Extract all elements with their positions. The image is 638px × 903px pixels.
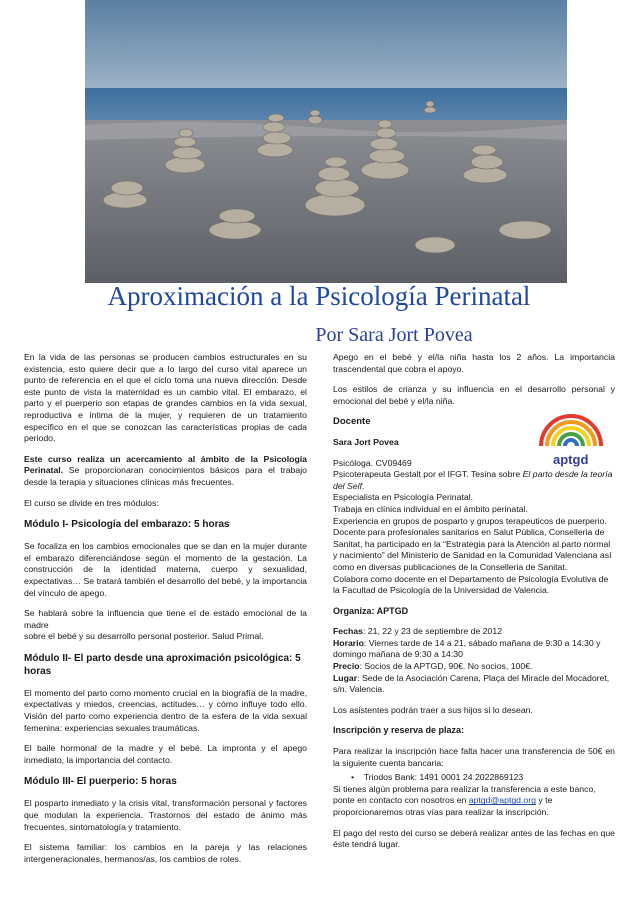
- precio-line: [333, 661, 615, 673]
- logo-text: aptgd: [553, 452, 589, 468]
- lugar-label: Lugar: [333, 672, 358, 683]
- bio-line-2b: El parto desde la teoría del Self: [333, 469, 613, 491]
- page-subtitle: Por Sara Jort Povea: [315, 324, 473, 346]
- module-2-text-2: El baile hormonal de la madre y el bebé. La impronta y el apego inmediato, la importancia del contacto.: [24, 743, 307, 765]
- precio-label: Precio: [333, 661, 360, 672]
- precio-value: : Socios de la APTGD, 90€. No socios, 100€.: [359, 661, 533, 672]
- horario-line: [333, 638, 615, 661]
- kids-note: Los asistentes podrán traer a sus hijos si lo desean.: [333, 704, 533, 715]
- bank-account: [333, 772, 615, 784]
- aptgd-logo: [511, 406, 615, 470]
- organizer: Organiza: APTGD: [333, 605, 409, 616]
- contact-text-a: Si tienes algún problema para realizar la transferencia a este banco, ponte en contacto con nosotros en: [333, 783, 596, 806]
- bio-line-3: Especialista en Psicología Perinatal.: [333, 492, 474, 503]
- bank-account-text: Triodos Bank: 1491 0001 24 2022869123: [363, 772, 524, 783]
- fechas-line: [333, 626, 615, 638]
- bio-line-5: Experiencia en grupos de posparto y grupos terapeuticos de puerperio.: [333, 515, 607, 526]
- intro-paragraph: En la vida de las personas se producen cambios estructurales en su existencia, esto quiere decir que a lo largo del curso vital aparece un punto de referencia en el que el ciclo toma una nueva dirección. Desde este punto de vista la maternidad es un cambio vital. El embarazo, el parto y el puerperio son etapas de grandes cambios en la vida sexual, reproductiva e íntima de la mujer, y requieren de un tratamiento específico en el que se conozcan las características propias de cada periodo.: [24, 352, 307, 444]
- contact-email-link[interactable]: aptgd@aptgd.org: [468, 795, 536, 806]
- module-1-text-2a: Se hablará sobre la influencia que tiene el de estado emocional de la madre: [24, 608, 307, 630]
- module-3-text: El posparto inmediato y la crisis vital, transformación personal y factores que modulan la experiencia. Trastornos del estado de ánimo más frecuentes, sintomatología y tratamiento.: [24, 798, 307, 832]
- right-column: [333, 352, 615, 860]
- contact-paragraph: [333, 784, 615, 819]
- bio-line-1: Psicóloga. CV09469: [333, 457, 412, 468]
- bio-line-2c: .: [361, 480, 365, 491]
- bio-line-2: [333, 469, 615, 492]
- course-focus-rest: Se proporcionaran conocimientos básicos para el trabajo desde la terapia y situaciones clínicas más frecuentes.: [24, 465, 307, 487]
- module-1-text-2: [24, 608, 307, 643]
- contact-text-b: y te proporcionaremos otras vías para realizar la inscripción.: [333, 795, 553, 817]
- horario-label: Horario: [333, 637, 364, 648]
- lugar-line: [333, 673, 615, 696]
- header-photo: [85, 0, 567, 283]
- bullet-icon: •: [351, 772, 364, 783]
- inscription-heading: Inscripción y reserva de plaza:: [333, 725, 465, 736]
- apego-paragraph: Apego en el bebé y el/la niña hasta los 2 años. La importancia trascendental que cobra el apoyo.: [333, 352, 615, 374]
- event-details: [333, 626, 615, 696]
- bio-line-4: Trabaja en clínica individual en el ámbito perinatal.: [333, 503, 528, 514]
- fechas-label: Fechas: [333, 626, 363, 637]
- module-3-title: Módulo III- El puerperio: 5 horas: [24, 776, 177, 788]
- docente-name: Sara Jort Povea: [333, 436, 399, 447]
- final-payment-note: El pago del resto del curso se deberá realizar antes de las fechas en que éste tendrá lugar.: [333, 827, 615, 850]
- inscription-paragraph: Para realizar la inscripción hace falta hacer una transferencia de 50€ en la siguiente cuenta bancaria:: [333, 746, 615, 768]
- course-focus-bold: Este curso realiza un acercamiento al ámbito de la Psicología Perinatal.: [24, 453, 307, 476]
- crianza-paragraph: Los estilos de crianza y su influencia en el desarrollo personal y emocional del bebé y el/la niña.: [333, 384, 615, 406]
- docente-heading: Docente: [333, 416, 371, 428]
- bio-line-7: Colabora como docente en el Departamento de Psicología Evolutiva de la Facultad de Psicología de la Universidad de Valencia.: [333, 573, 609, 596]
- module-2-text: El momento del parto como momento crucial en la biografía de la madre, expectativas y miedos, creencias, actitudes… y cómo influye todo ello. Visión del parto como experiencia dentro de la esfera de la vida sexual femenina: experiencias sexuales traumáticas.: [24, 687, 307, 733]
- module-2-title: Módulo II- El parto desde una aproximación psicológica: 5 horas: [24, 652, 301, 677]
- module-1-title: Módulo I- Psicología del embarazo: 5 horas: [24, 519, 230, 531]
- module-1-text: Se focaliza en los cambios emocionales que se dan en la mujer durante el embarazo diferenciándose según el momento de la gestación. La construcción de la identidad materna, cuerpo y sexualidad, expectativas… Se tratará también el desarrollo del bebé, y la importancia del vínculo de apego.: [24, 541, 307, 598]
- modules-intro: El curso se divide en tres módulos:: [24, 497, 159, 508]
- lugar-value: : Sede de la Asociación Carena, Plaça del Miracle del Mocadoret, s/n. Valencia.: [333, 672, 610, 695]
- bio: [333, 458, 615, 597]
- bio-line-2a: Psicoterapeuta Gestalt por el IFGT. Tesina sobre: [333, 469, 523, 480]
- bio-line-6: Docente para profesionales sanitarios en Salut Pública, Conselleria de Sanitat, ha participado en la “Estrategia para la Atención al parto normal y nacimiento” del Ministerio de Sanidad en la Comunidad Valenciana así como en diversas publicaciones de la Conselleria de Sanitat.: [333, 527, 612, 572]
- page-title: Aproximación a la Psicología Perinatal: [107, 281, 531, 311]
- horario-value: : Viernes tarde de 14 a 21, sábado mañana de 9:30 a 14:30 y domingo mañana de 9:30 a 14:30: [333, 637, 601, 660]
- left-column: [24, 352, 307, 874]
- course-focus-paragraph: [24, 454, 307, 489]
- module-3-text-2: El sistema familiar: los cambios en la pareja y las relaciones intergeneracionales, hermanos/as, los cambios de roles.: [24, 842, 307, 864]
- module-1-text-2b: sobre el bebé y su desarrollo personal posterior. Salud Primal.: [24, 631, 264, 642]
- fechas-value: : 21, 22 y 23 de septiembre de 2012: [362, 626, 503, 637]
